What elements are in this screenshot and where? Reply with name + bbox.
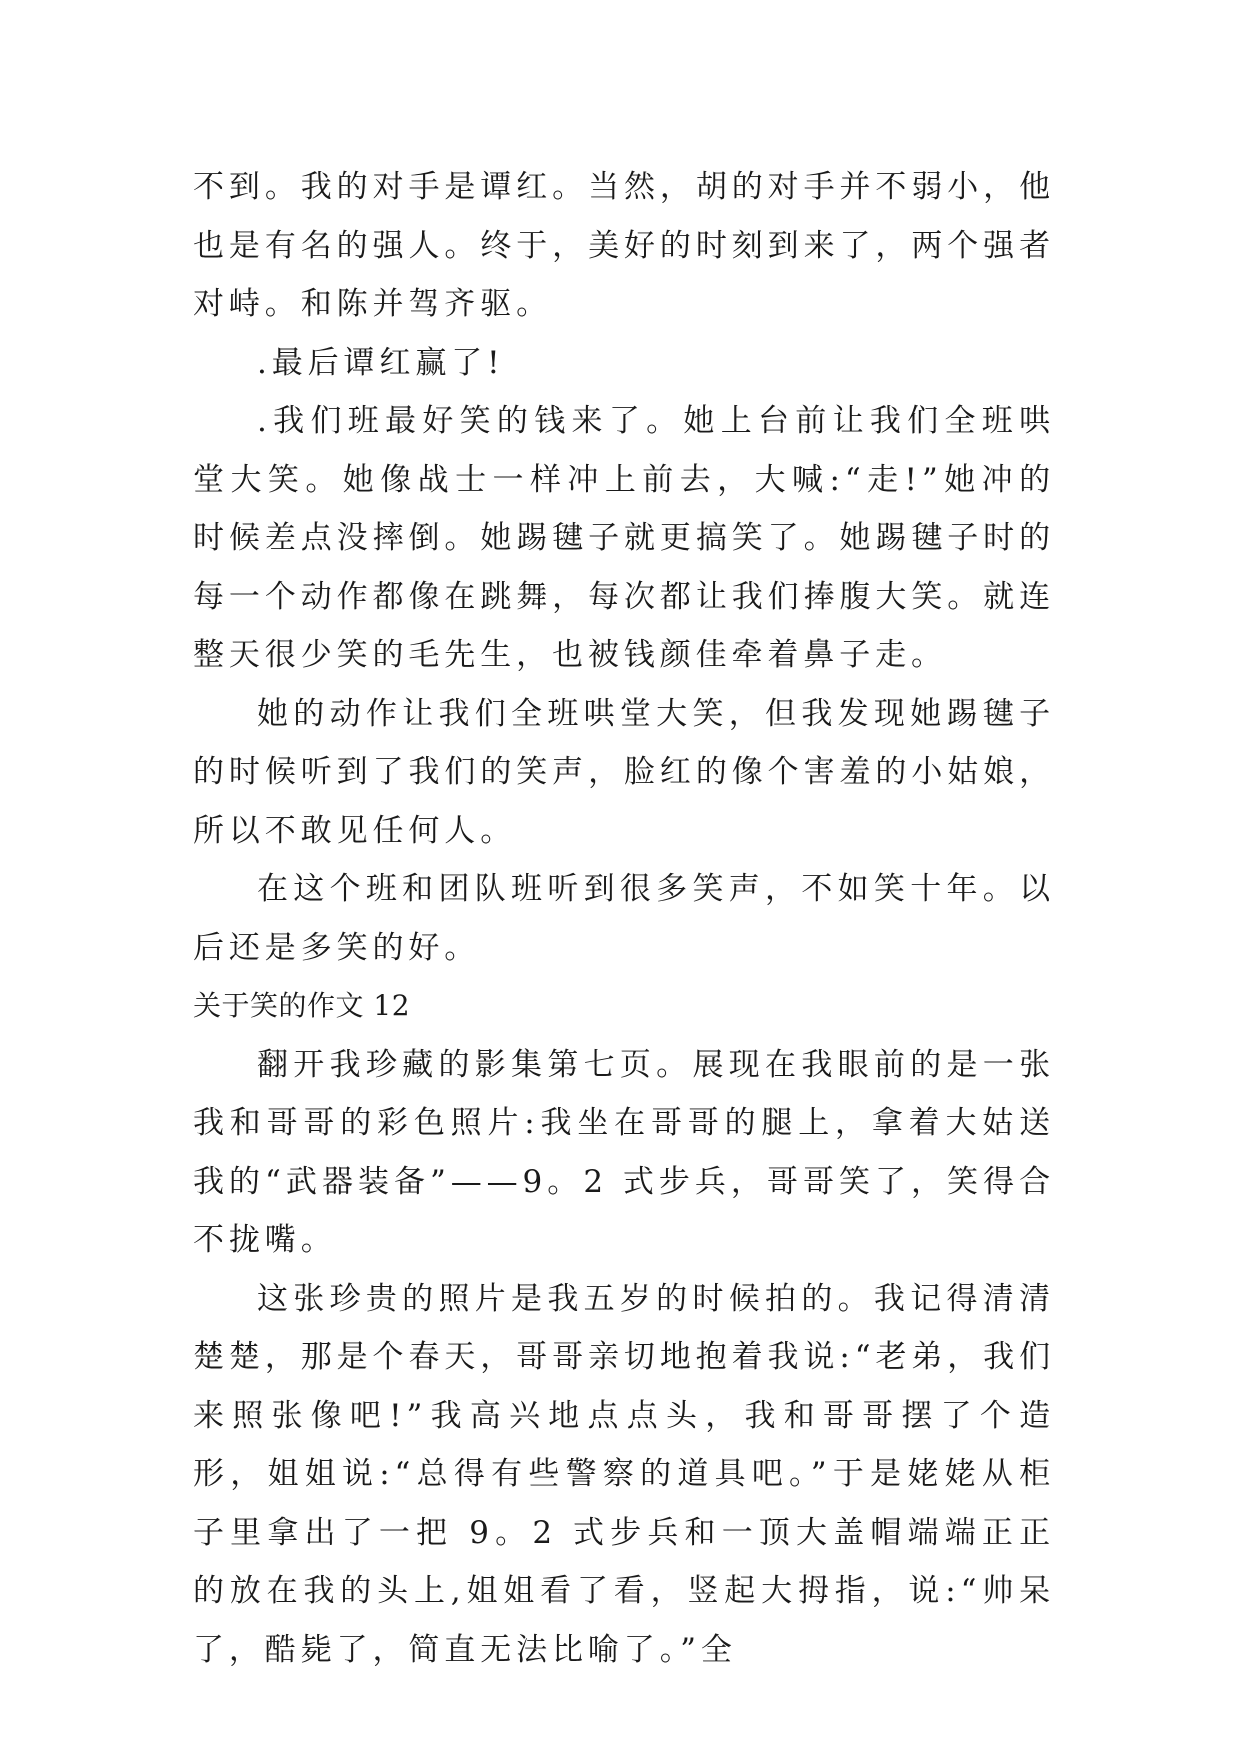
paragraph: .我们班最好笑的钱来了。她上台前让我们全班哄堂大笑。她像战士一样冲上前去，大喊:“走!”她冲的时候差点没摔倒。她踢毽子就更搞笑了。她踢毽子时的每一个动作都像在跳舞，每次都让我们捧腹大笑。就连整天很少笑的毛先生，也被钱颜佳牵着鼻子走。 — [193, 403, 1055, 673]
paragraph: 不到。我的对手是谭红。当然，胡的对手并不弱小，他也是有名的强人。终于，美好的时刻到来了，两个强者对峙。和陈并驾齐驱。 — [193, 169, 1055, 322]
paragraph: 她的动作让我们全班哄堂大笑，但我发现她踢毽子的时候听到了我们的笑声，脸红的像个害羞的小姑娘，所以不敢见任何人。 — [193, 695, 1055, 849]
paragraph: 在这个班和团队班听到很多笑声，不如笑十年。以后还是多笑的好。 — [193, 871, 1055, 966]
paragraph: .最后谭红赢了! — [257, 344, 505, 381]
section-heading: 关于笑的作文 12 — [193, 989, 411, 1022]
paragraph: 这张珍贵的照片是我五岁的时候拍的。我记得清清楚楚，那是个春天，哥哥亲切地抱着我说:“老弟，我们来照张像吧!”我高兴地点点头，我和哥哥摆了个造形，姐姐说:“总得有些警察的道具吧。”于是姥姥从柜子里拿出了一把 9。2 式步兵和一顶大盖帽端端正正的放在我的头上,姐姐看了看，竖起大拇指，说:“帅呆了，酷毙了，简直无法比喻了。”全 — [193, 1280, 1055, 1668]
paragraph: 翻开我珍藏的影集第七页。展现在我眼前的是一张我和哥哥的彩色照片:我坐在哥哥的腿上，拿着大姑送我的“武器装备”——9。2 式步兵，哥哥笑了，笑得合不拢嘴。 — [193, 1046, 1055, 1258]
document-page — [193, 158, 1055, 1679]
